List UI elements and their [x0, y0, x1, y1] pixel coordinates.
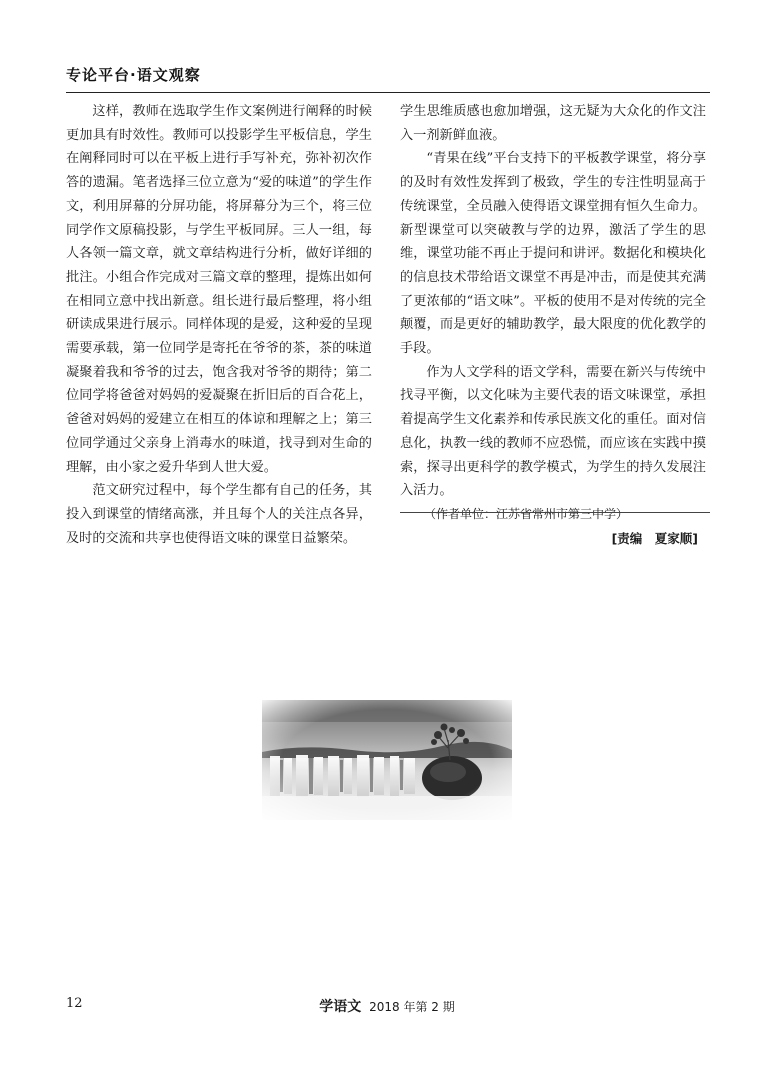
journal-issue: 2018 年第 2 期: [369, 1000, 455, 1014]
running-header: [66, 64, 710, 85]
journal-name: 学语文: [319, 999, 362, 1015]
header-rule: [66, 92, 710, 93]
left-column: [66, 100, 372, 550]
body-paragraph-continued: 学生思维质感也愈加增强，这无疑为大众化的作文注入一剂新鲜血液。: [400, 104, 706, 143]
section-title: 专论平台·语文观察: [66, 66, 201, 84]
journal-footer: [0, 996, 774, 1016]
end-divider: [400, 512, 710, 513]
body-paragraph: “青果在线”平台支持下的平板教学课堂，将分享的及时有效性发挥到了极致，学生的专注性明显高于传统课堂，全员融入使得语文课堂拥有恒久生命力。新型课堂可以突破教与学的边界，激活了学生的思维，课堂功能不再止于提问和讲评。数据化和模块化的信息技术带给语文课堂不再是冲击，而是使其充满了更浓郁的“语文味”。平板的使用不是对传统的完全颠覆，而是更好的辅助教学，最大限度的优化教学的手段。: [400, 151, 706, 357]
editor-credit: [责编 夏家顺]: [611, 530, 698, 546]
waterfall-photo: [262, 700, 512, 820]
body-paragraph: 这样，教师在选取学生作文案例进行阐释的时候更加具有时效性。教师可以投影学生平板信息，学生在阐释同时可以在平板上进行手写补充，弥补初次作答的遗漏。笔者选择三位立意为“爱的味道”的学生作文，利用屏幕的分屏功能，将屏幕分为三个，将三位同学作文原稿投影，与学生平板同屏。三人一组，每人各领一篇文章，就文章结构进行分析，做好详细的批注。小组合作完成对三篇文章的整理，提炼出如何在相同立意中找出新意。组长进行最后整理，将小组研读成果进行展示。同样体现的是爱，这种爱的呈现需要承载，第一位同学是寄托在爷爷的茶，茶的味道凝聚着我和爷爷的过去，饱含我对爷爷的期待；第二位同学将爸爸对妈妈的爱凝聚在折旧后的百合花上，爸爸对妈妈的爱建立在相互的体谅和理解之上；第三位同学通过父亲身上消毒水的味道，找寻到对生命的理解，由小家之爱升华到人世大爱。: [66, 104, 372, 475]
body-paragraph: 作为人文学科的语文学科，需要在新兴与传统中找寻平衡，以文化味为主要代表的语文味课堂，承担着提高学生文化素养和传承民族文化的重任。面对信息化，执教一线的教师不应恐慌，而应该在实践中摸索，探寻出更科学的教学模式，为学生的持久发展注入活力。: [400, 364, 706, 499]
page-number: 12: [66, 996, 83, 1011]
author-affiliation: （作者单位：江苏省常州市第三中学）: [424, 506, 629, 521]
body-paragraph: 范文研究过程中，每个学生都有自己的任务，其投入到课堂的情绪高涨，并且每个人的关注点各异，及时的交流和共享也使得语文味的课堂日益繁荣。: [66, 483, 372, 546]
right-column: [400, 100, 706, 550]
